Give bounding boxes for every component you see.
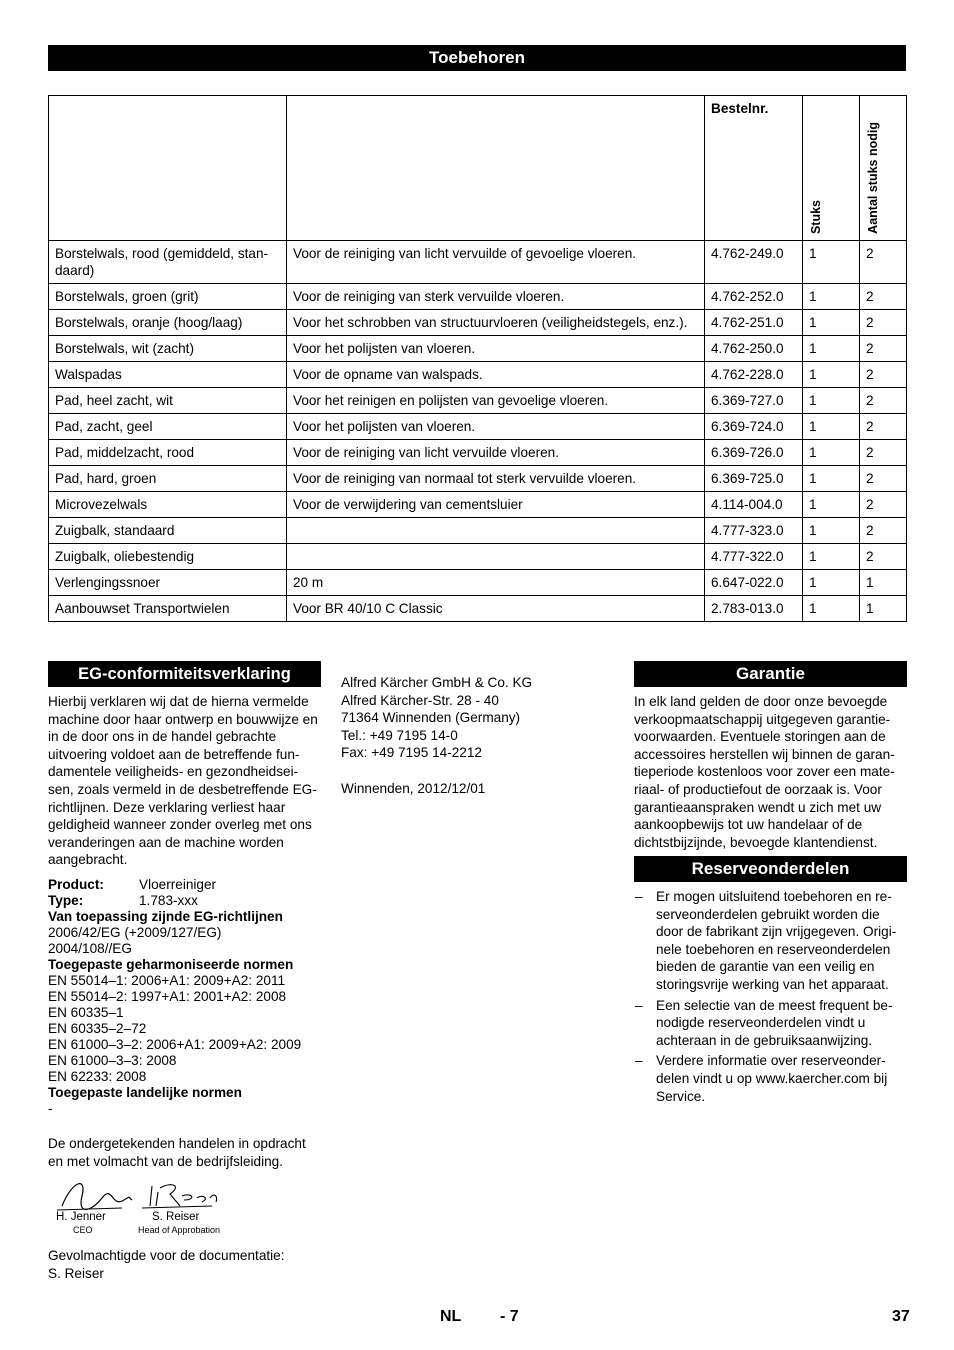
cell-description: Voor de verwijdering van cementsluier xyxy=(287,492,705,518)
cell-order-number: 2.783-013.0 xyxy=(705,596,803,622)
cell-aantal: 2 xyxy=(860,362,907,388)
cell-order-number: 6.369-727.0 xyxy=(705,388,803,414)
documentation-block xyxy=(48,1247,323,1282)
header-cell-empty-1 xyxy=(49,96,287,241)
sig2-role: Head of Approbation xyxy=(138,1225,221,1235)
table-row xyxy=(49,414,907,440)
cell-stuks: 1 xyxy=(803,310,860,336)
cell-order-number: 4.777-323.0 xyxy=(705,518,803,544)
cell-aantal: 2 xyxy=(860,388,907,414)
norm-item: EN 61000–3–2: 2006+A1: 2009+A2: 2009 xyxy=(48,1036,302,1052)
footer-lang: NL xyxy=(440,1308,462,1325)
eg-declaration xyxy=(48,693,323,1170)
table-row xyxy=(49,596,907,622)
cell-stuks: 1 xyxy=(803,241,860,284)
cell-aantal: 2 xyxy=(860,284,907,310)
table-row xyxy=(49,310,907,336)
cell-stuks: 1 xyxy=(803,388,860,414)
cell-order-number: 4.762-250.0 xyxy=(705,336,803,362)
cell-stuks: 1 xyxy=(803,362,860,388)
cell-description: Voor BR 40/10 C Classic xyxy=(287,596,705,622)
sig1-role: CEO xyxy=(73,1225,93,1235)
cell-stuks: 1 xyxy=(803,466,860,492)
section-title-eg: EG-conformiteitsverklaring xyxy=(48,661,321,687)
table-row xyxy=(49,518,907,544)
reserve-list xyxy=(634,888,909,1105)
footer-page-number: 37 xyxy=(892,1308,910,1325)
cell-aantal: 2 xyxy=(860,518,907,544)
cell-name: Borstelwals, wit (zacht) xyxy=(49,336,287,362)
cell-description: 20 m xyxy=(287,570,705,596)
product-value: Vloerreiniger xyxy=(139,876,217,892)
list-item: – Een selectie van de meest frequent be-nodigde reserveonderdelen vindt u achteraan in de gebruiksaanwijzing. xyxy=(634,997,909,1050)
header-aantal-label: Aantal stuks nodig xyxy=(866,122,880,234)
cell-stuks: 1 xyxy=(803,336,860,362)
cell-aantal: 2 xyxy=(860,440,907,466)
cell-description: Voor het reinigen en polijsten van gevoelige vloeren. xyxy=(287,388,705,414)
sig1-name: H. Jenner xyxy=(56,1211,106,1223)
cell-order-number: 4.762-251.0 xyxy=(705,310,803,336)
norm-item: EN 55014–1: 2006+A1: 2009+A2: 2011 xyxy=(48,972,286,988)
cell-order-number: 4.762-249.0 xyxy=(705,241,803,284)
cell-stuks: 1 xyxy=(803,570,860,596)
cell-order-number: 4.114-004.0 xyxy=(705,492,803,518)
norm-item: EN 55014–2: 1997+A1: 2001+A2: 2008 xyxy=(48,988,287,1004)
cell-description: Voor de reiniging van normaal tot sterk vervuilde vloeren. xyxy=(287,466,705,492)
address-line: Fax: +49 7195 14-2212 xyxy=(341,745,482,761)
cell-name: Pad, middelzacht, rood xyxy=(49,440,287,466)
footer-local-page: - 7 xyxy=(500,1308,519,1325)
cell-name: Aanbouwset Transportwielen xyxy=(49,596,287,622)
cell-name: Zuigbalk, standaard xyxy=(49,518,287,544)
garantie-text-block xyxy=(634,693,909,851)
table-row xyxy=(49,440,907,466)
cell-name: Borstelwals, rood (gemiddeld, stan-daard) xyxy=(49,241,287,284)
cell-order-number: 6.369-726.0 xyxy=(705,440,803,466)
cell-description: Voor de reiniging van sterk vervuilde vloeren. xyxy=(287,284,705,310)
cell-stuks: 1 xyxy=(803,440,860,466)
type-value: 1.783-xxx xyxy=(139,892,198,908)
norms-heading: Toegepaste geharmoniseerde normen xyxy=(48,956,294,972)
cell-name: Borstelwals, groen (grit) xyxy=(49,284,287,310)
address-line: Alfred Kärcher-Str. 28 - 40 xyxy=(341,692,499,708)
type-label: Type: xyxy=(48,892,84,908)
doc-name: S. Reiser xyxy=(48,1265,104,1281)
table-row xyxy=(49,241,907,284)
directive-item: 2006/42/EG (+2009/127/EG) xyxy=(48,924,222,940)
cell-name: Microvezelwals xyxy=(49,492,287,518)
norm-item: EN 62233: 2008 xyxy=(48,1068,147,1084)
header-stuks xyxy=(803,96,860,241)
eg-spec-block xyxy=(48,877,323,1117)
cell-name: Zuigbalk, oliebestendig xyxy=(49,544,287,570)
reserve-block xyxy=(634,888,909,1108)
directives-heading: Van toepassing zijnde EG-richtlijnen xyxy=(48,908,283,924)
cell-order-number: 6.369-724.0 xyxy=(705,414,803,440)
norm-item: EN 61000–3–3: 2008 xyxy=(48,1052,177,1068)
table-row xyxy=(49,336,907,362)
sig2-name: S. Reiser xyxy=(152,1211,200,1223)
cell-stuks: 1 xyxy=(803,596,860,622)
cell-aantal: 2 xyxy=(860,310,907,336)
section-title-reserve: Reserveonderdelen xyxy=(634,856,907,882)
garantie-text: In elk land gelden de door onze bevoegde verkoopmaatschappij uitgegeven garantie-voorwaarden. Eventuele storingen aan de accessoires herstellen wij binnen de garan-tieperiode kostenloos voor zover een mate-riaal- of productiefout de oorzaak is. Voor garantieaanspraken wendt u zich met uw aankoopbewijs tot uw handelaar of de dichtstbijzijnde, bevoegde klantendienst. xyxy=(634,694,895,850)
cell-name: Walspadas xyxy=(49,362,287,388)
table-header-row xyxy=(49,96,907,241)
cell-stuks: 1 xyxy=(803,544,860,570)
norm-item: EN 60335–1 xyxy=(48,1004,124,1020)
table-row xyxy=(49,570,907,596)
cell-stuks: 1 xyxy=(803,284,860,310)
cell-aantal: 1 xyxy=(860,596,907,622)
national-heading: Toegepaste landelijke normen xyxy=(48,1084,242,1100)
cell-description xyxy=(287,518,705,544)
cell-name: Pad, heel zacht, wit xyxy=(49,388,287,414)
product-label: Product: xyxy=(48,876,104,892)
header-cell-empty-2 xyxy=(287,96,705,241)
cell-description: Voor het schrobben van structuurvloeren (veiligheidstegels, enz.). xyxy=(287,310,705,336)
header-aantal xyxy=(860,96,907,241)
cell-order-number: 4.777-322.0 xyxy=(705,544,803,570)
list-item: – Verdere informatie over reserveonder-delen vindt u op www.kaercher.com bij Service. xyxy=(634,1052,909,1105)
place-date: Winnenden, 2012/12/01 xyxy=(341,780,486,796)
cell-description xyxy=(287,544,705,570)
cell-description: Voor de opname van walspads. xyxy=(287,362,705,388)
cell-order-number: 6.369-725.0 xyxy=(705,466,803,492)
table-row xyxy=(49,284,907,310)
cell-aantal: 2 xyxy=(860,336,907,362)
list-item: – Er mogen uitsluitend toebehoren en re-serveonderdelen gebruikt worden die door de fabrikant zijn vrijgegeven. Origi-nele toebehoren en reserveonderdelen bieden de garantie van een veilig en storingsvrije werking van het apparaat. xyxy=(634,888,909,994)
table-row xyxy=(49,388,907,414)
section-title-toebehoren: Toebehoren xyxy=(48,45,906,71)
national-value: - xyxy=(48,1100,53,1116)
norm-item: EN 60335–2–72 xyxy=(48,1020,147,1036)
cell-aantal: 2 xyxy=(860,492,907,518)
header-stuks-label: Stuks xyxy=(809,199,823,234)
accessories-table xyxy=(48,95,907,622)
cell-order-number: 4.762-228.0 xyxy=(705,362,803,388)
cell-description: Voor het polijsten van vloeren. xyxy=(287,414,705,440)
cell-aantal: 2 xyxy=(860,414,907,440)
cell-description: Voor het polijsten van vloeren. xyxy=(287,336,705,362)
cell-aantal: 2 xyxy=(860,466,907,492)
cell-stuks: 1 xyxy=(803,492,860,518)
table-row xyxy=(49,492,907,518)
table-row xyxy=(49,362,907,388)
cell-name: Pad, hard, groen xyxy=(49,466,287,492)
table-row xyxy=(49,544,907,570)
cell-name: Pad, zacht, geel xyxy=(49,414,287,440)
cell-stuks: 1 xyxy=(803,518,860,544)
address-line: 71364 Winnenden (Germany) xyxy=(341,710,521,726)
cell-order-number: 6.647-022.0 xyxy=(705,570,803,596)
cell-order-number: 4.762-252.0 xyxy=(705,284,803,310)
eg-intro: Hierbij verklaren wij dat de hierna vermelde machine door haar ontwerp en bouwwijze en in de door ons in de handel gebrachte uitvoering voldoet aan de betreffende fun-damentele veiligheids- en gezondheidsei-sen, zoals vermeld in de desbetreffende EG-richtlijnen. Deze verklaring verliest haar geldigheid wanneer zonder overleg met ons veranderingen aan de machine worden aangebracht. xyxy=(48,694,318,868)
cell-aantal: 2 xyxy=(860,241,907,284)
section-title-garantie: Garantie xyxy=(634,661,907,687)
signatures-image xyxy=(52,1176,222,1216)
signatories-text: De ondergetekenden handelen in opdracht en met volmacht van de bedrijfsleiding. xyxy=(48,1135,306,1169)
header-bestelnr: Bestelnr. xyxy=(705,96,803,241)
address-line: Tel.: +49 7195 14-0 xyxy=(341,727,458,743)
table-row xyxy=(49,466,907,492)
directive-item: 2004/108//EG xyxy=(48,940,132,956)
company-address xyxy=(341,674,616,797)
cell-description: Voor de reiniging van licht vervuilde vloeren. xyxy=(287,440,705,466)
cell-stuks: 1 xyxy=(803,414,860,440)
cell-name: Verlengingssnoer xyxy=(49,570,287,596)
cell-name: Borstelwals, oranje (hoog/laag) xyxy=(49,310,287,336)
doc-label: Gevolmachtigde voor de documentatie: xyxy=(48,1248,285,1263)
cell-description: Voor de reiniging van licht vervuilde of gevoelige vloeren. xyxy=(287,241,705,284)
address-line: Alfred Kärcher GmbH & Co. KG xyxy=(341,675,533,690)
cell-aantal: 1 xyxy=(860,570,907,596)
cell-aantal: 2 xyxy=(860,544,907,570)
